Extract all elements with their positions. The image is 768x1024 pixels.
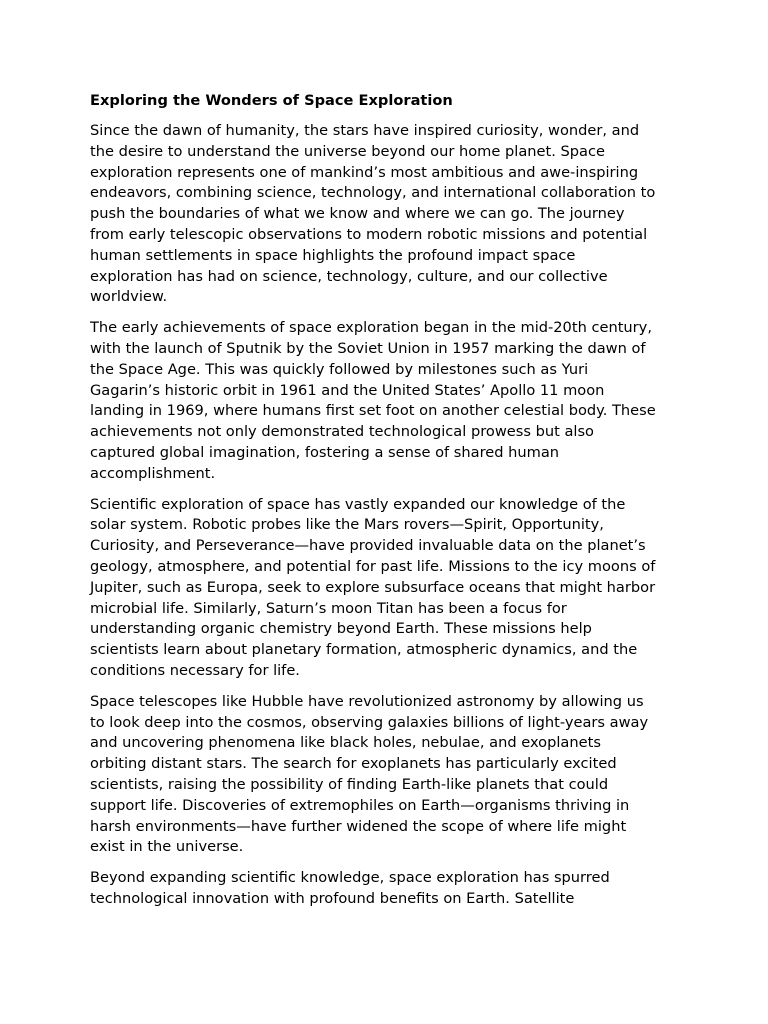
paragraph-line: exploration represents one of mankind’s most ambitious and awe-inspiring [90,163,639,181]
paragraph-line: captured global imagination, fostering a sense of shared human [90,443,560,461]
paragraph-line: achievements not only demonstrated technological prowess but also [90,423,594,441]
paragraph-line: technological innovation with profound benefits on Earth. Satellite [90,889,575,907]
paragraph-line: accomplishment. [90,464,216,482]
paragraph-line: conditions necessary for life. [90,661,300,679]
paragraph-line: scientists learn about planetary formation, atmospheric dynamics, and the [90,641,638,659]
paragraph-line: endeavors, combining science, technology, and international collaboration to [90,184,656,202]
document-title: Exploring the Wonders of Space Exploration [90,92,453,109]
paragraph [90,318,680,484]
paragraph-line: Jupiter, such as Europa, seek to explore subsurface oceans that might harbor [90,578,656,596]
paragraph-line: harsh environments—have further widened the scope of where life might [90,817,627,835]
paragraph-line: Curiosity, and Perseverance—have provided invaluable data on the planet’s [90,537,646,555]
paragraph-line: understanding organic chemistry beyond Earth. These missions help [90,620,592,638]
paragraph-line: support life. Discoveries of extremophiles on Earth—organisms thriving in [90,796,630,814]
paragraph-line: microbial life. Similarly, Saturn’s moon Titan has been a focus for [90,599,567,617]
paragraph-line: The early achievements of space exploration began in the mid-20th century, [90,319,652,337]
paragraph-line: orbiting distant stars. The search for exoplanets has particularly excited [90,755,617,773]
paragraph-line: and uncovering phenomena like black holes, nebulae, and exoplanets [90,734,601,752]
paragraph-line: the desire to understand the universe beyond our home planet. Space [90,142,605,160]
paragraph-line: worldview. [90,288,168,306]
paragraph-line: human settlements in space highlights the profound impact space [90,246,576,264]
paragraph-line: Space telescopes like Hubble have revolutionized astronomy by allowing us [90,692,644,710]
paragraph-line: Scientific exploration of space has vastly expanded our knowledge of the [90,495,626,513]
paragraph-line: to look deep into the cosmos, observing galaxies billions of light-years away [90,713,649,731]
paragraph-line: from early telescopic observations to modern robotic missions and potential [90,225,648,243]
paragraph-line: the Space Age. This was quickly followed by milestones such as Yuri [90,360,589,378]
paragraph [90,868,680,910]
paragraph-line: exploration has had on science, technology, culture, and our collective [90,267,608,285]
paragraph-line: Gagarin’s historic orbit in 1961 and the United States’ Apollo 11 moon [90,381,605,399]
paragraph-line: geology, atmosphere, and potential for past life. Missions to the icy moons of [90,557,656,575]
paragraph [90,692,680,858]
paragraph-line: with the launch of Sputnik by the Soviet Union in 1957 marking the dawn of [90,339,646,357]
paragraph-line: exist in the universe. [90,838,244,856]
paragraph-line: solar system. Robotic probes like the Mars rovers—Spirit, Opportunity, [90,516,604,534]
document-body [90,121,680,910]
paragraph [90,121,680,308]
paragraph [90,495,680,682]
document-page [90,90,680,920]
paragraph-line: Beyond expanding scientific knowledge, space exploration has spurred [90,869,610,887]
paragraph-line: push the boundaries of what we know and where we can go. The journey [90,205,625,223]
paragraph-line: Since the dawn of humanity, the stars have inspired curiosity, wonder, and [90,122,640,139]
paragraph-line: landing in 1969, where humans first set foot on another celestial body. These [90,402,656,420]
paragraph-line: scientists, raising the possibility of finding Earth-like planets that could [90,775,609,793]
